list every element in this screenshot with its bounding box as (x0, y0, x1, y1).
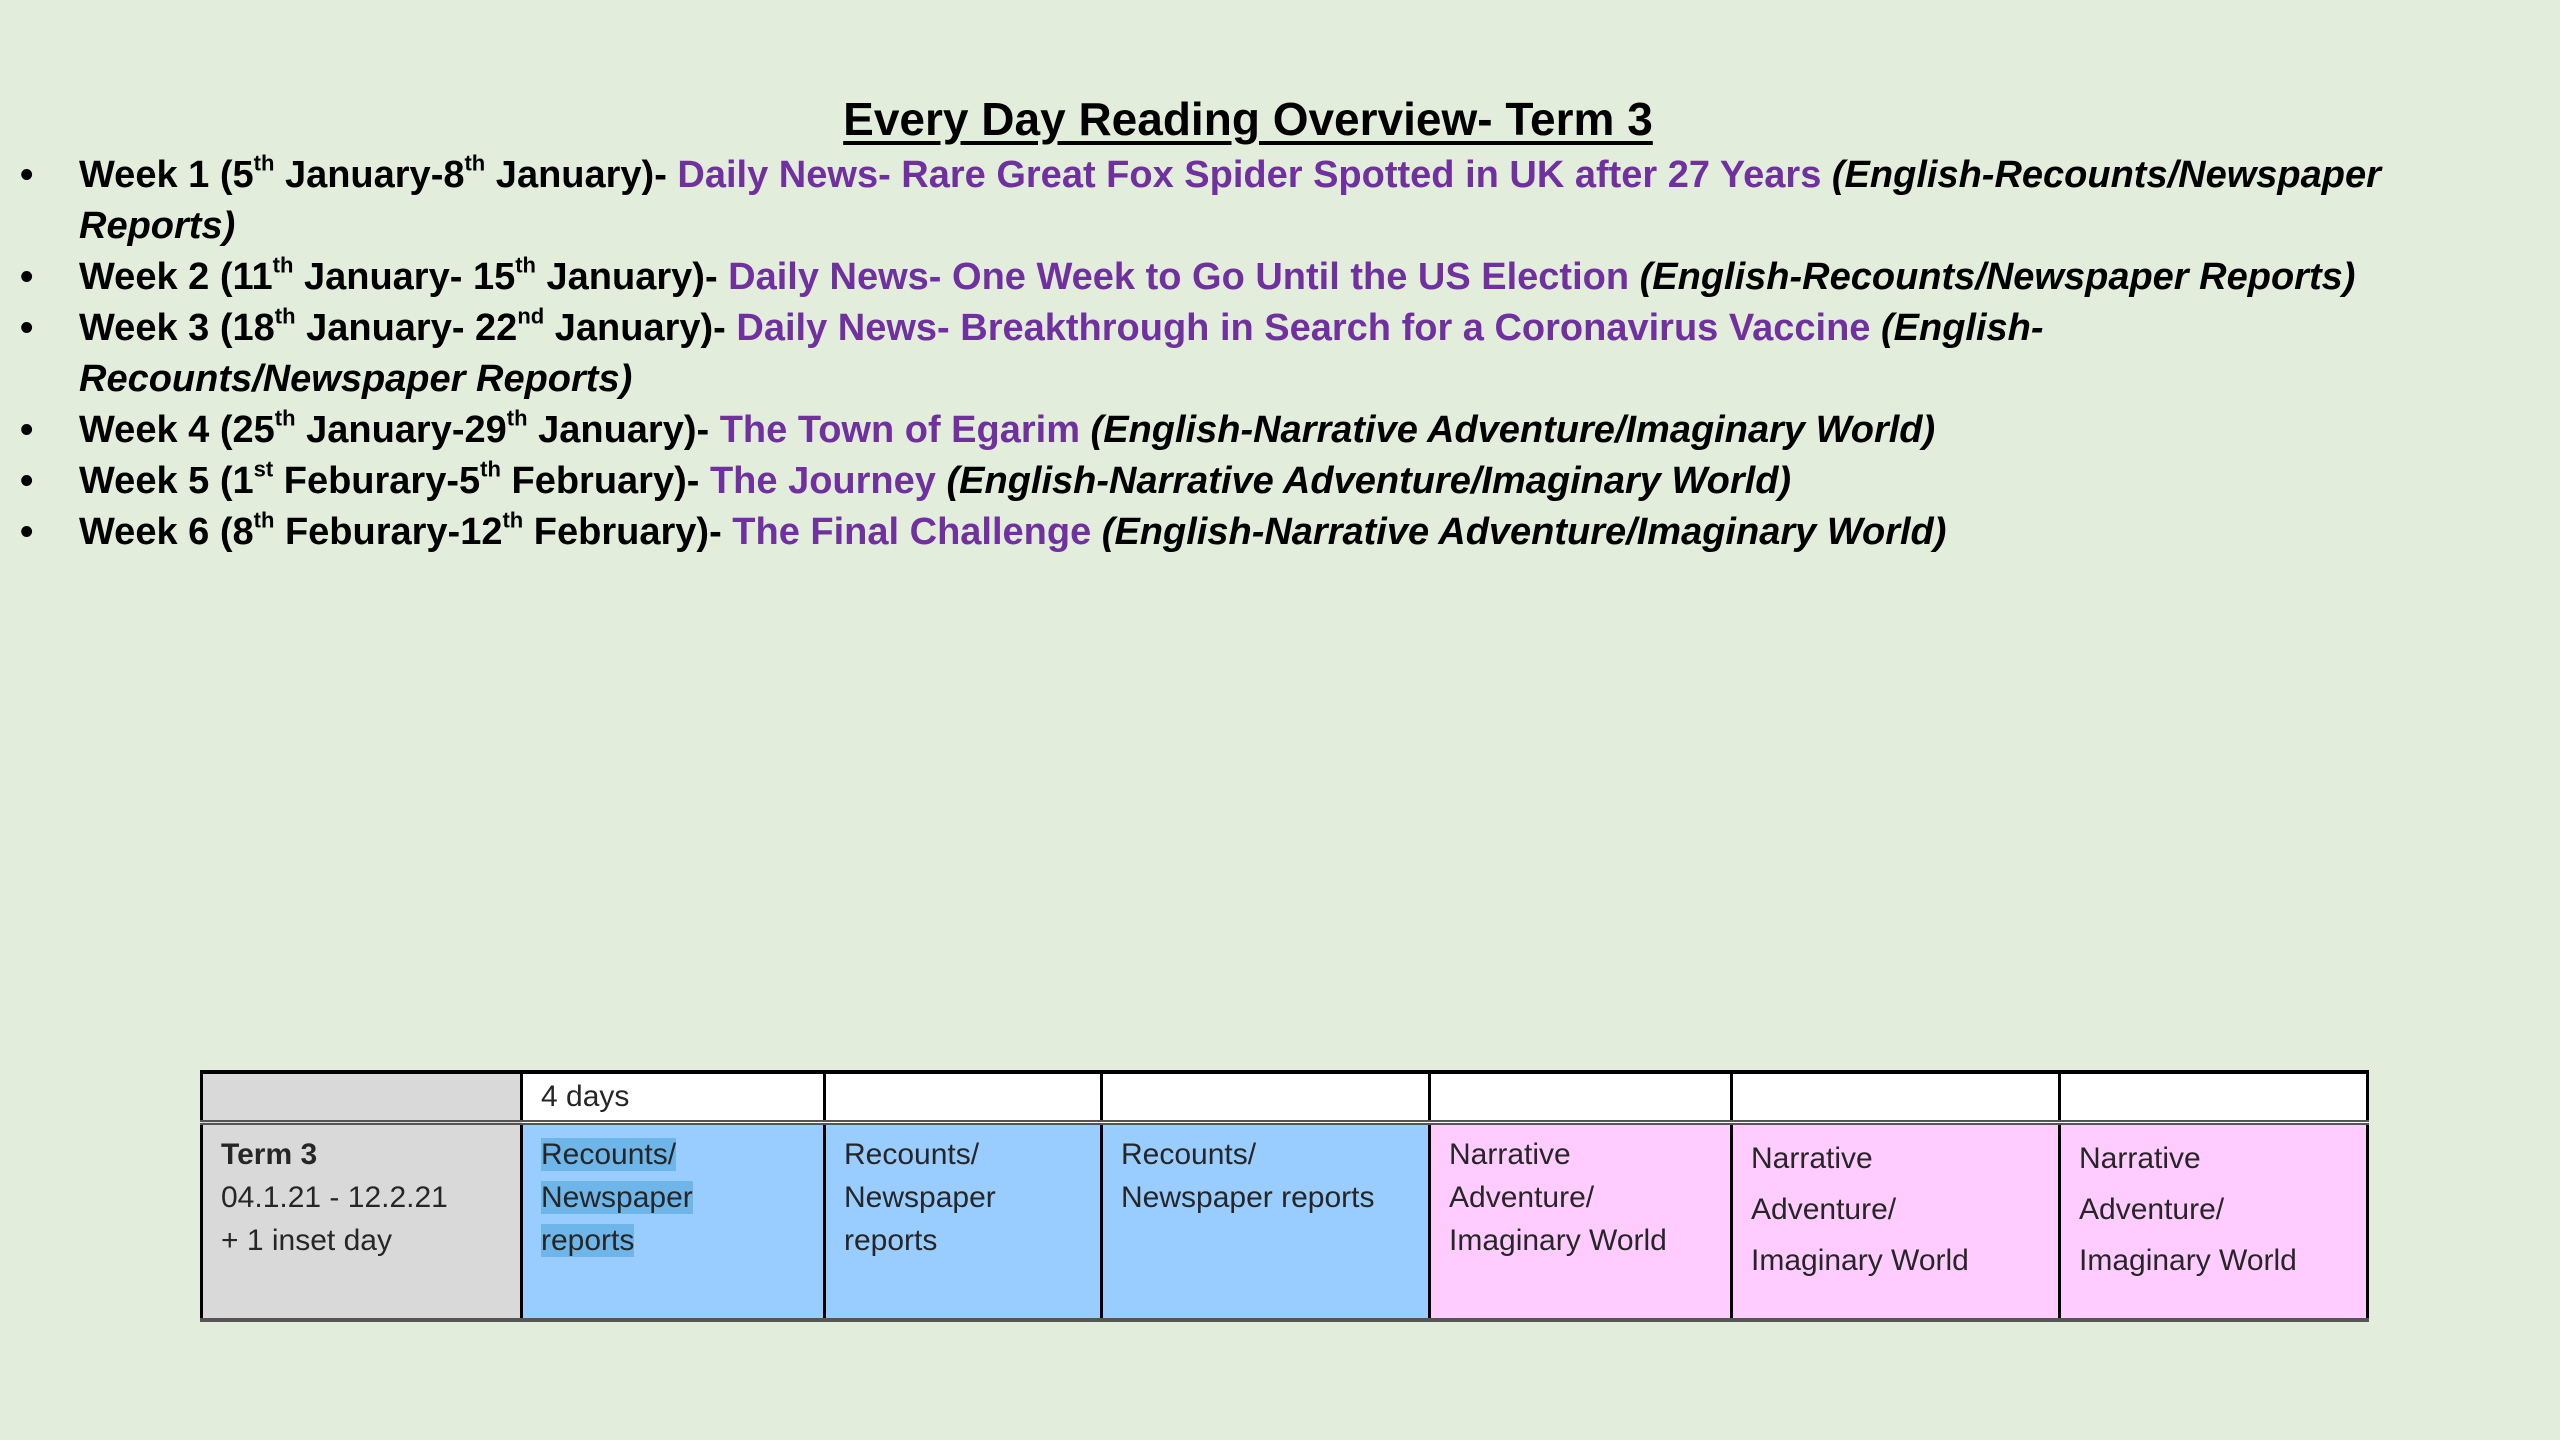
week-label: Week 1 (5th January-8th January)- (79, 150, 678, 196)
table-cell (1732, 1072, 2060, 1123)
term-inset: + 1 inset day (221, 1224, 392, 1257)
block-line: Imaginary World (1449, 1224, 1667, 1257)
genre-block-narrative (1732, 1123, 2060, 1321)
block-line: reports (541, 1224, 635, 1257)
week-label: Week 2 (11th January- 15th January)- (79, 252, 729, 298)
bullet-icon: • (20, 307, 34, 349)
term-plan-table (200, 1070, 2369, 1322)
bullet-icon: • (20, 256, 34, 298)
week-label: Week 5 (1st Feburary-5th February)- (79, 456, 710, 502)
block-line: Newspaper (844, 1181, 996, 1214)
block-line: Imaginary World (2079, 1244, 2297, 1277)
week-topic: The Town of Egarim (719, 409, 1080, 451)
table-cell (825, 1072, 1102, 1123)
week-topic: Daily News- Breakthrough in Search for a Coronavirus Vaccine (736, 307, 1871, 349)
bullet-icon: • (20, 154, 34, 196)
term-dates: 04.1.21 - 12.2.21 (221, 1181, 448, 1214)
table-cell (202, 1072, 522, 1123)
block-line: Adventure/ (1751, 1193, 1897, 1226)
genre-block-recounts[interactable] (522, 1123, 825, 1321)
genre-block-narrative (2060, 1123, 2368, 1321)
week-item (20, 303, 2400, 405)
block-line: Adventure/ (1449, 1181, 1595, 1214)
table-cell (2060, 1072, 2368, 1123)
week-genre: (English-Recounts/Newspaper Reports) (1629, 256, 2356, 298)
week-item (20, 150, 2400, 252)
block-line: Newspaper reports (1121, 1181, 1375, 1214)
week-label: Week 4 (25th January-29th January)- (79, 405, 720, 451)
week-genre: (English-Recounts/Newspaper Reports) (79, 307, 2044, 400)
week-genre: (English-Narrative Adventure/Imaginary World) (1080, 409, 1936, 451)
genre-block-narrative (1430, 1123, 1732, 1321)
week-genre: (English-Narrative Adventure/Imaginary World) (935, 460, 1792, 502)
week-genre: (English-Narrative Adventure/Imaginary World) (1091, 511, 1947, 553)
block-line: Recounts/ (844, 1138, 980, 1171)
bullet-icon: • (20, 460, 34, 502)
week-topic: The Journey (709, 460, 936, 502)
table-row (202, 1123, 2368, 1321)
bullet-icon: • (20, 511, 34, 553)
week-topic: The Final Challenge (732, 511, 1092, 553)
block-line: Recounts/ (541, 1138, 677, 1171)
week-label: Week 3 (18th January- 22nd January)- (79, 303, 737, 349)
week-item (20, 507, 2400, 558)
term-title: Term 3 (221, 1138, 318, 1171)
week-item (20, 252, 2400, 303)
block-line: Narrative (1449, 1138, 1571, 1171)
block-line: Narrative (1751, 1142, 1873, 1175)
week-topic: Daily News- Rare Great Fox Spider Spotted in UK after 27 Years (677, 154, 1822, 196)
term-cell (202, 1123, 522, 1321)
week-item (20, 405, 2400, 456)
block-line: Narrative (2079, 1142, 2201, 1175)
days-cell: 4 days (522, 1072, 825, 1123)
block-line: reports (844, 1224, 938, 1257)
week-topic: Daily News- One Week to Go Until the US Election (728, 256, 1630, 298)
genre-block-recounts (1102, 1123, 1430, 1321)
block-line: Newspaper (541, 1181, 693, 1214)
block-line: Recounts/ (1121, 1138, 1257, 1171)
block-line: Adventure/ (2079, 1193, 2225, 1226)
table-header-row (202, 1072, 2368, 1123)
bullet-icon: • (20, 409, 34, 451)
week-item (20, 456, 2400, 507)
block-line: Imaginary World (1751, 1244, 1969, 1277)
genre-block-recounts (825, 1123, 1102, 1321)
table-cell (1102, 1072, 1430, 1123)
week-genre: (English-Recounts/Newspaper Reports) (79, 154, 2381, 247)
table-cell (1430, 1072, 1732, 1123)
week-label: Week 6 (8th Feburary-12th February)- (79, 507, 733, 553)
page-title: Every Day Reading Overview- Term 3 (843, 93, 1653, 145)
weekly-reading-list (20, 150, 2400, 558)
